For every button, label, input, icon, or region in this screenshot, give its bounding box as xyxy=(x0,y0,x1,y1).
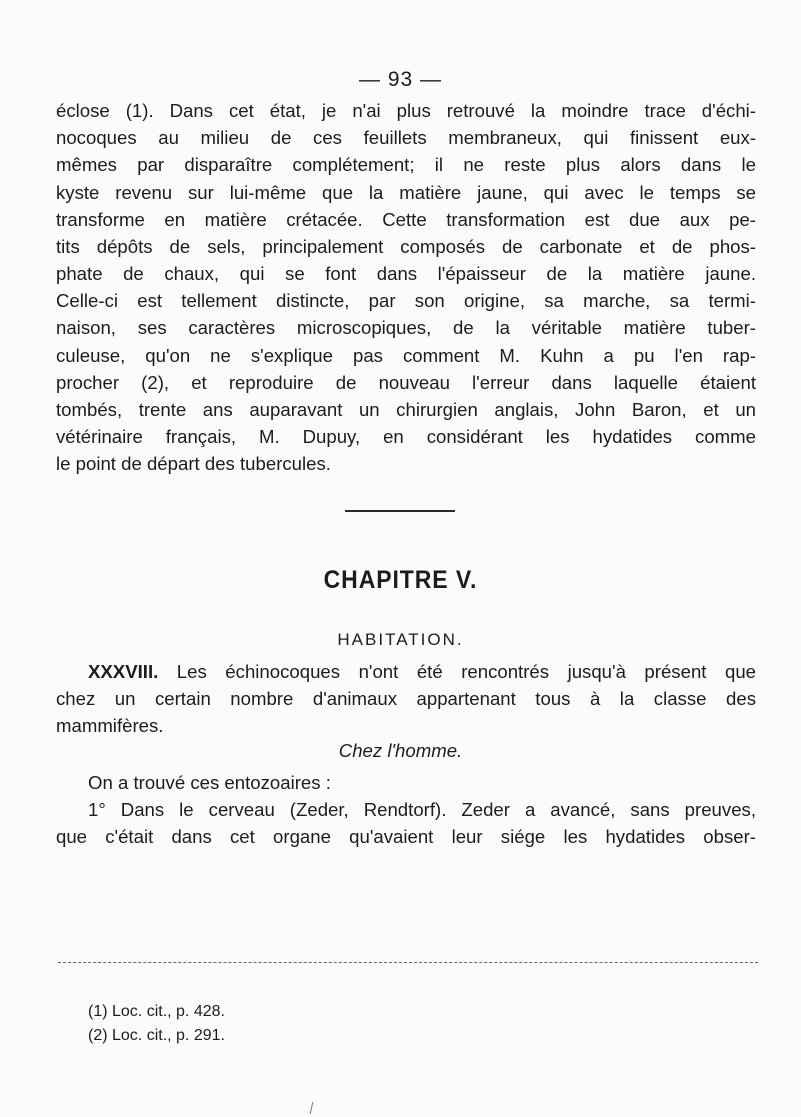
text-line xyxy=(88,659,756,685)
chapter-title: CHAPITRE V. xyxy=(323,566,478,594)
page-number: — 93 — xyxy=(358,68,443,91)
text-line: mêmes par disparaître complétement; il ne reste plus alors dans le xyxy=(56,154,756,175)
footnote: (1) Loc. cit., p. 428. xyxy=(88,1003,225,1020)
text-line: procher (2), et reproduire de nouveau l'erreur dans laquelle étaient xyxy=(56,372,756,393)
text-line: tombés, trente ans auparavant un chirurgien anglais, John Baron, et un xyxy=(56,399,756,420)
footnote-divider xyxy=(58,962,758,963)
section-title: HABITATION. xyxy=(337,630,464,649)
text-line: kyste revenu sur lui-même que la matière jaune, qui avec le temps se xyxy=(56,182,756,203)
text-line: Celle-ci est tellement distincte, par son origine, sa marche, sa termi- xyxy=(56,290,756,311)
footnote: (2) Loc. cit., p. 291. xyxy=(88,1027,225,1044)
text-line: éclose (1). Dans cet état, je n'ai plus retrouvé la moindre trace d'échi- xyxy=(56,100,756,121)
text-line: chez un certain nombre d'animaux appartenant tous à la classe des xyxy=(56,688,756,709)
paragraph-number: XXXVIII. xyxy=(88,661,159,682)
text-line: naison, ses caractères microscopiques, de la véritable matière tuber- xyxy=(56,317,756,338)
text-line: mammifères. xyxy=(56,715,164,736)
footnotes xyxy=(88,1000,225,1048)
text-line: nocoques au milieu de ces feuillets membraneux, qui finissent eux- xyxy=(56,127,756,148)
paragraph-38-first-line: Les échinocoques n'ont été rencontrés jusqu'à présent que xyxy=(158,661,756,682)
text-line: On a trouvé ces entozoaires : xyxy=(88,772,331,793)
text-line: phate de chaux, qui se font dans l'épaisseur de la matière jaune. xyxy=(56,263,756,284)
text-line: vétérinaire français, M. Dupuy, en considérant les hydatides comme xyxy=(56,426,756,447)
subheading: Chez l'homme. xyxy=(338,740,463,761)
ink-mark xyxy=(310,1102,313,1114)
text-line: 1° Dans le cerveau (Zeder, Rendtorf). Zeder a avancé, sans preuves, xyxy=(88,799,756,820)
section-divider xyxy=(345,510,455,512)
text-line: le point de départ des tubercules. xyxy=(56,453,331,474)
text-line: culeuse, qu'on ne s'explique pas comment M. Kuhn a pu l'en rap- xyxy=(56,345,756,366)
text-line: que c'était dans cet organe qu'avaient leur siége les hydatides obser- xyxy=(56,826,756,847)
text-line: tits dépôts de sels, principalement composés de carbonate et de phos- xyxy=(56,236,756,257)
text-line: transforme en matière crétacée. Cette transformation est due aux pe- xyxy=(56,209,756,230)
